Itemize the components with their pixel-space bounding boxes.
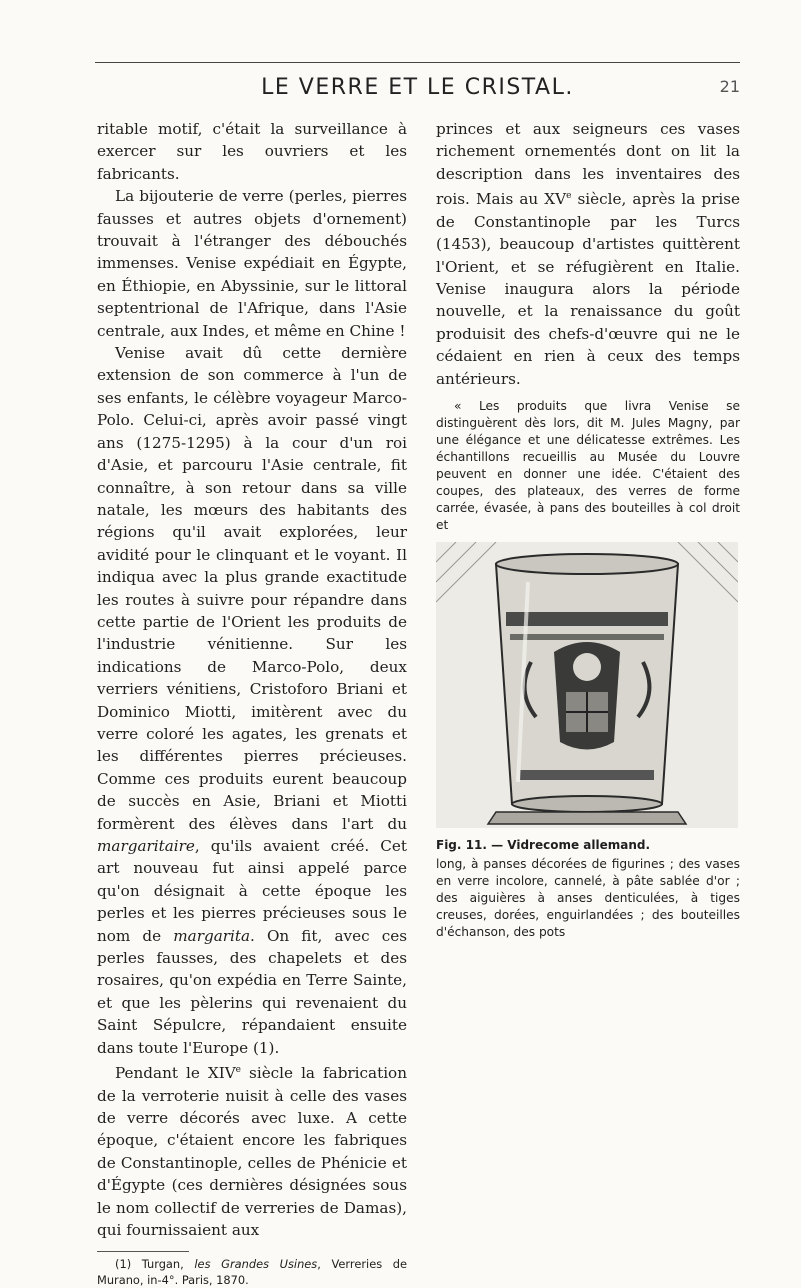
- text-run: Venise avait dû cette dernière extension de son commerce à l'un de ses enfants, le célèbre voyageur Marco-Polo. Celui-ci, après avoir passé vingt ans (1275-1295) à la cour d'un roi d'Asie, et parcouru l'Asie centrale, fit connaître, à son retour dans sa ville natale, les mœurs des habitants des régions qu'il avait explorées, leur avidité pour le clinquant et le voyant. Il indiqua avec la plus grande exactitude les routes à suivre pour répandre dans cette partie de l'Orient les produits de l'industrie vénitienne. Sur les indications de Marco-Polo, deux verriers vénitiens, Cristoforo Briani et Dominico Miotti, imitèrent avec du verre coloré les agates, les grenats et les différentes pierres précieuses. Comme ces produits eurent beaucoup de succès en Asie, Briani et Miotti formèrent des élèves dans l'art du: [97, 344, 407, 833]
- text-run: (1) Turgan,: [115, 1257, 195, 1272]
- text-run: siècle la fabrication de la verroterie nuisit à celle des vases de verre décorés avec luxe. A cette époque, c'étaient encore les fabriques de Constantinople, celles de Phénicie et d'Égypte (ces dernières désignées sous le nom collectif de verreries de Damas), qui fournissaient aux: [97, 1064, 407, 1239]
- footnote-rule: [97, 1251, 189, 1252]
- italic-term: margaritaire: [97, 837, 195, 855]
- text-run: siècle, après la prise de Constantinople par les Turcs (1453), beaucoup d'artistes quittèrent l'Orient, et se réfugièrent en Italie. Venise inaugura alors la période nouvelle, et la renaissance du goût produisit des chefs-d'œuvre qui ne le cédaient en rien à ceux des temps antérieurs.: [436, 190, 740, 388]
- quotation: « Les produits que livra Venise se distinguèrent dès lors, dit M. Jules Magny, par une élégance et une délicatesse extrêmes. Les échantillons recueillis au Musée du Louvre peuvent en donner une idée. C'étaient des coupes, des plateaux, des verres de forme carrée, évasée, à pans des bouteilles à col droit et: [436, 398, 740, 532]
- paragraph: ritable motif, c'était la surveillance à exercer sur les ouvriers et les fabricants.: [97, 120, 407, 183]
- paragraph: La bijouterie de verre (perles, pierres fausses et autres objets d'ornement) trouvait à l'étranger des débouchés immenses. Venise expédiait en Égypte, en Éthiopie, en Abyssinie, sur le littoral septentrional de l'Afrique, dans l'Asie centrale, aux Indes, et même en Chine !: [97, 187, 407, 340]
- superscript: e: [566, 191, 572, 202]
- text-run: , Verreries de Murano, in-4°. Paris, 1870.: [97, 1257, 407, 1288]
- italic-term: margarita: [173, 926, 251, 945]
- paragraph: [97, 1059, 407, 1241]
- page-number: 21: [719, 77, 740, 96]
- text-run: princes et aux seigneurs ces vases richement ornementés dont on lit la description dans les inventaires des rois. Mais au XV: [436, 120, 740, 209]
- right-column: [436, 118, 740, 941]
- paragraph: [97, 342, 407, 1059]
- paragraph: [436, 118, 740, 390]
- header-rule: [95, 62, 740, 63]
- paragraph: long, à panses décorées de figurines ; des vases en verre incolore, cannelé, à pâte sablée d'or ; des aiguières à anses denticulées, à tiges creuses, dorées, enguirlandées ; des bouteilles d'échanson, des pots: [436, 857, 740, 940]
- running-title: LE VERRE ET LE CRISTAL.: [261, 75, 574, 100]
- text-run: . On fit, avec ces perles fausses, des chapelets et des rosaires, qu'on expédia en Terre Sainte, et que les pèlerins qui revenaient du Saint Sépulcre, répandaient ensuite dans toute l'Europe (1).: [97, 926, 407, 1057]
- figure-caption: Fig. 11. — Vidrecome allemand.: [436, 837, 651, 852]
- vidrecome-engraving: [436, 542, 738, 828]
- footnote: [97, 1256, 407, 1288]
- superscript: e: [235, 1065, 241, 1076]
- left-column: [97, 118, 407, 1288]
- glass-illustration: [436, 542, 738, 828]
- text-run: Pendant le XIV: [115, 1064, 236, 1083]
- text-run: , qu'ils avaient créé. Cet art nouveau fut ainsi appelé parce qu'on désignait à cette époque les perles et les pierres précieuses sous le nom de: [97, 837, 407, 945]
- running-header: [95, 75, 740, 103]
- italic-title: les Grandes Usines: [194, 1257, 318, 1272]
